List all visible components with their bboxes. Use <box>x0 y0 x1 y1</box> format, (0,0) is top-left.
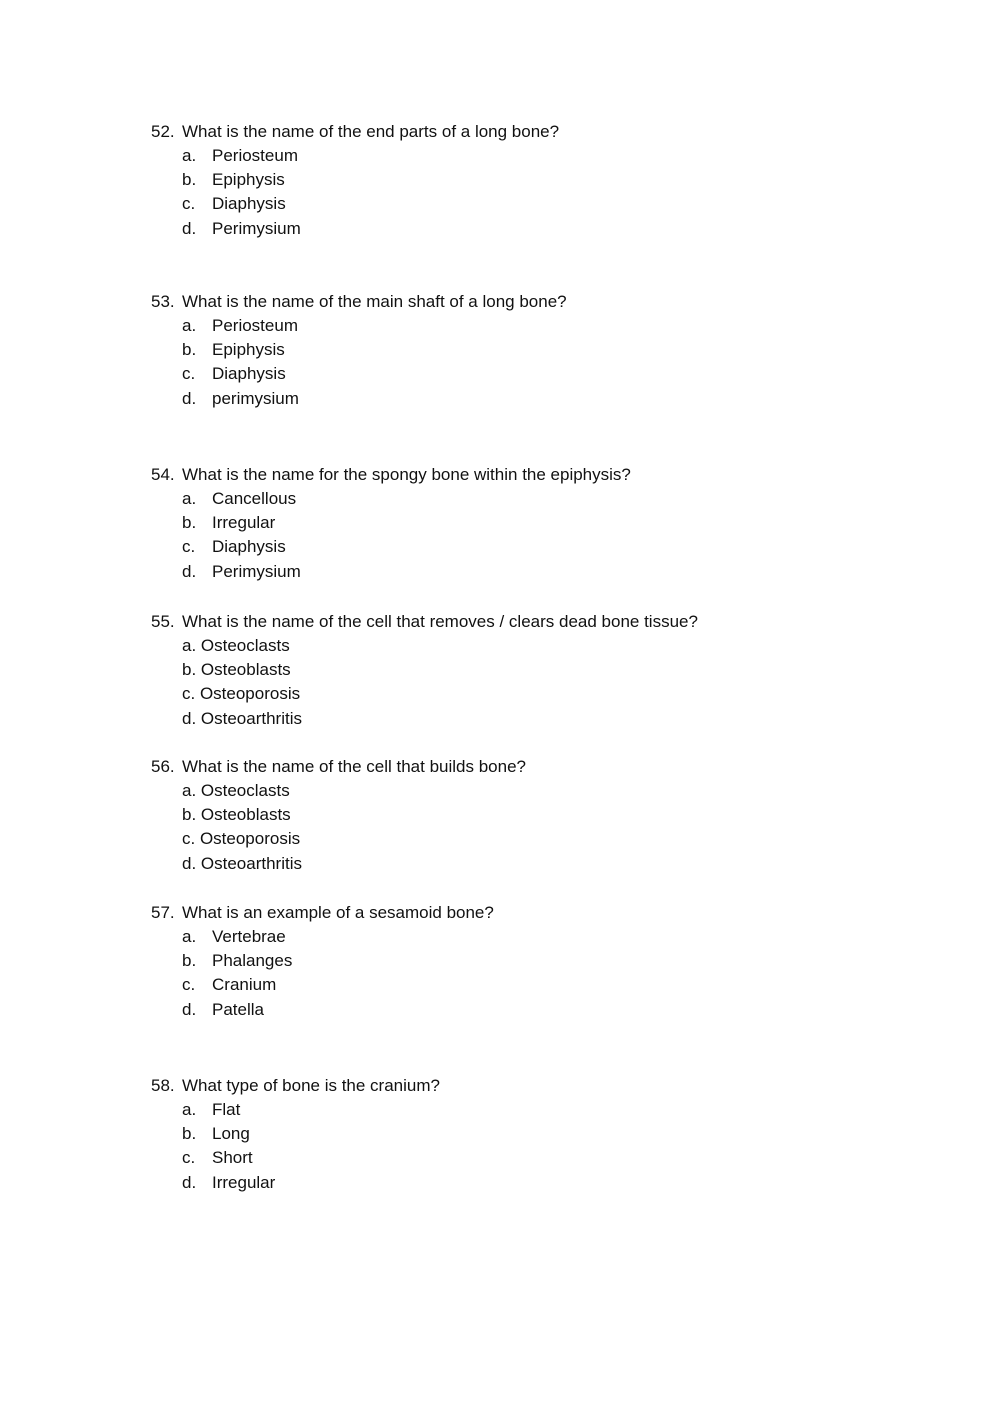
option-letter: a. <box>182 1100 197 1119</box>
option-d <box>0 852 1000 876</box>
option-text: Perimysium <box>212 561 301 581</box>
option-letter: b. <box>182 951 197 971</box>
question-number: 54. <box>151 465 175 484</box>
option-a <box>0 634 1000 658</box>
option-c <box>0 827 1000 851</box>
option-text: Diaphysis <box>212 194 286 214</box>
option-letter: a. <box>182 489 197 508</box>
option-text: b. Osteoblasts <box>182 805 291 825</box>
question-line <box>0 901 1000 925</box>
question-line <box>0 755 1000 779</box>
option-b <box>0 168 1000 192</box>
option-text: Flat <box>212 1100 241 1119</box>
option-text: Periosteum <box>212 146 298 165</box>
option-c <box>0 192 1000 216</box>
question-line <box>0 120 1000 144</box>
option-letter: c. <box>182 975 196 995</box>
option-b <box>0 658 1000 682</box>
question-58 <box>0 1074 1000 1195</box>
option-text: Cranium <box>212 975 277 995</box>
option-text: Short <box>212 1148 253 1168</box>
option-text: Irregular <box>212 513 276 533</box>
option-letter: a. <box>182 146 197 165</box>
option-b <box>0 803 1000 827</box>
question-number: 53. <box>151 292 175 311</box>
option-a <box>0 1098 1000 1122</box>
option-letter: d. <box>182 388 197 408</box>
option-text: Diaphysis <box>212 364 286 384</box>
option-letter: c. <box>182 364 196 384</box>
question-text: What is the name of the end parts of a long bone? <box>182 122 560 141</box>
option-b <box>0 511 1000 535</box>
option-d <box>0 217 1000 241</box>
question-number: 52. <box>151 122 175 141</box>
question-text: What is an example of a sesamoid bone? <box>182 903 494 922</box>
option-d <box>0 387 1000 411</box>
question-text: What type of bone is the cranium? <box>182 1076 440 1095</box>
option-d <box>0 998 1000 1022</box>
option-letter: a. <box>182 316 197 335</box>
option-d <box>0 1171 1000 1195</box>
option-text: a. Osteoclasts <box>182 636 290 655</box>
option-letter: d. <box>182 561 197 581</box>
option-text: Cancellous <box>212 489 297 508</box>
option-b <box>0 1122 1000 1146</box>
question-line <box>0 463 1000 487</box>
question-53 <box>0 290 1000 411</box>
option-text: Long <box>212 1124 250 1144</box>
option-text: perimysium <box>212 388 299 408</box>
option-letter: c. <box>182 194 196 214</box>
question-55 <box>0 610 1000 731</box>
question-text: What is the name for the spongy bone within the epiphysis? <box>182 465 631 484</box>
option-letter: b. <box>182 340 197 360</box>
question-54 <box>0 463 1000 584</box>
option-letter: b. <box>182 513 197 533</box>
option-d <box>0 707 1000 731</box>
question-line <box>0 1074 1000 1098</box>
option-text: Patella <box>212 999 264 1019</box>
option-text: d. Osteoarthritis <box>182 853 302 873</box>
option-a <box>0 925 1000 949</box>
option-text: Periosteum <box>212 316 298 335</box>
question-57 <box>0 901 1000 1022</box>
option-text: Phalanges <box>212 951 293 971</box>
question-56 <box>0 755 1000 876</box>
option-a <box>0 779 1000 803</box>
option-text: a. Osteoclasts <box>182 781 290 800</box>
option-letter: d. <box>182 218 197 238</box>
option-letter: d. <box>182 999 197 1019</box>
option-text: c. Osteoporosis <box>182 829 301 849</box>
question-number: 57. <box>151 903 175 922</box>
option-b <box>0 338 1000 362</box>
question-text: What is the name of the main shaft of a long bone? <box>182 292 567 311</box>
option-c <box>0 1146 1000 1170</box>
option-a <box>0 314 1000 338</box>
question-text: What is the name of the cell that removes / clears dead bone tissue? <box>182 612 698 631</box>
question-52 <box>0 120 1000 241</box>
question-line <box>0 290 1000 314</box>
option-c <box>0 362 1000 386</box>
option-text: b. Osteoblasts <box>182 660 291 680</box>
question-number: 56. <box>151 757 175 776</box>
option-text: c. Osteoporosis <box>182 684 301 704</box>
option-text: Perimysium <box>212 218 301 238</box>
option-letter: a. <box>182 927 197 946</box>
question-text: What is the name of the cell that builds bone? <box>182 757 526 776</box>
option-text: d. Osteoarthritis <box>182 708 302 728</box>
option-c <box>0 535 1000 559</box>
option-d <box>0 560 1000 584</box>
option-text: Epiphysis <box>212 170 285 190</box>
question-number: 55. <box>151 612 175 631</box>
option-letter: b. <box>182 1124 197 1144</box>
option-text: Vertebrae <box>212 927 286 946</box>
option-letter: c. <box>182 1148 196 1168</box>
option-a <box>0 144 1000 168</box>
option-b <box>0 949 1000 973</box>
option-letter: d. <box>182 1172 197 1192</box>
option-text: Diaphysis <box>212 537 286 557</box>
option-text: Irregular <box>212 1172 276 1192</box>
question-line <box>0 610 1000 634</box>
option-text: Epiphysis <box>212 340 285 360</box>
option-a <box>0 487 1000 511</box>
option-c <box>0 973 1000 997</box>
option-letter: c. <box>182 537 196 557</box>
option-letter: b. <box>182 170 197 190</box>
option-c <box>0 682 1000 706</box>
question-number: 58. <box>151 1076 175 1095</box>
